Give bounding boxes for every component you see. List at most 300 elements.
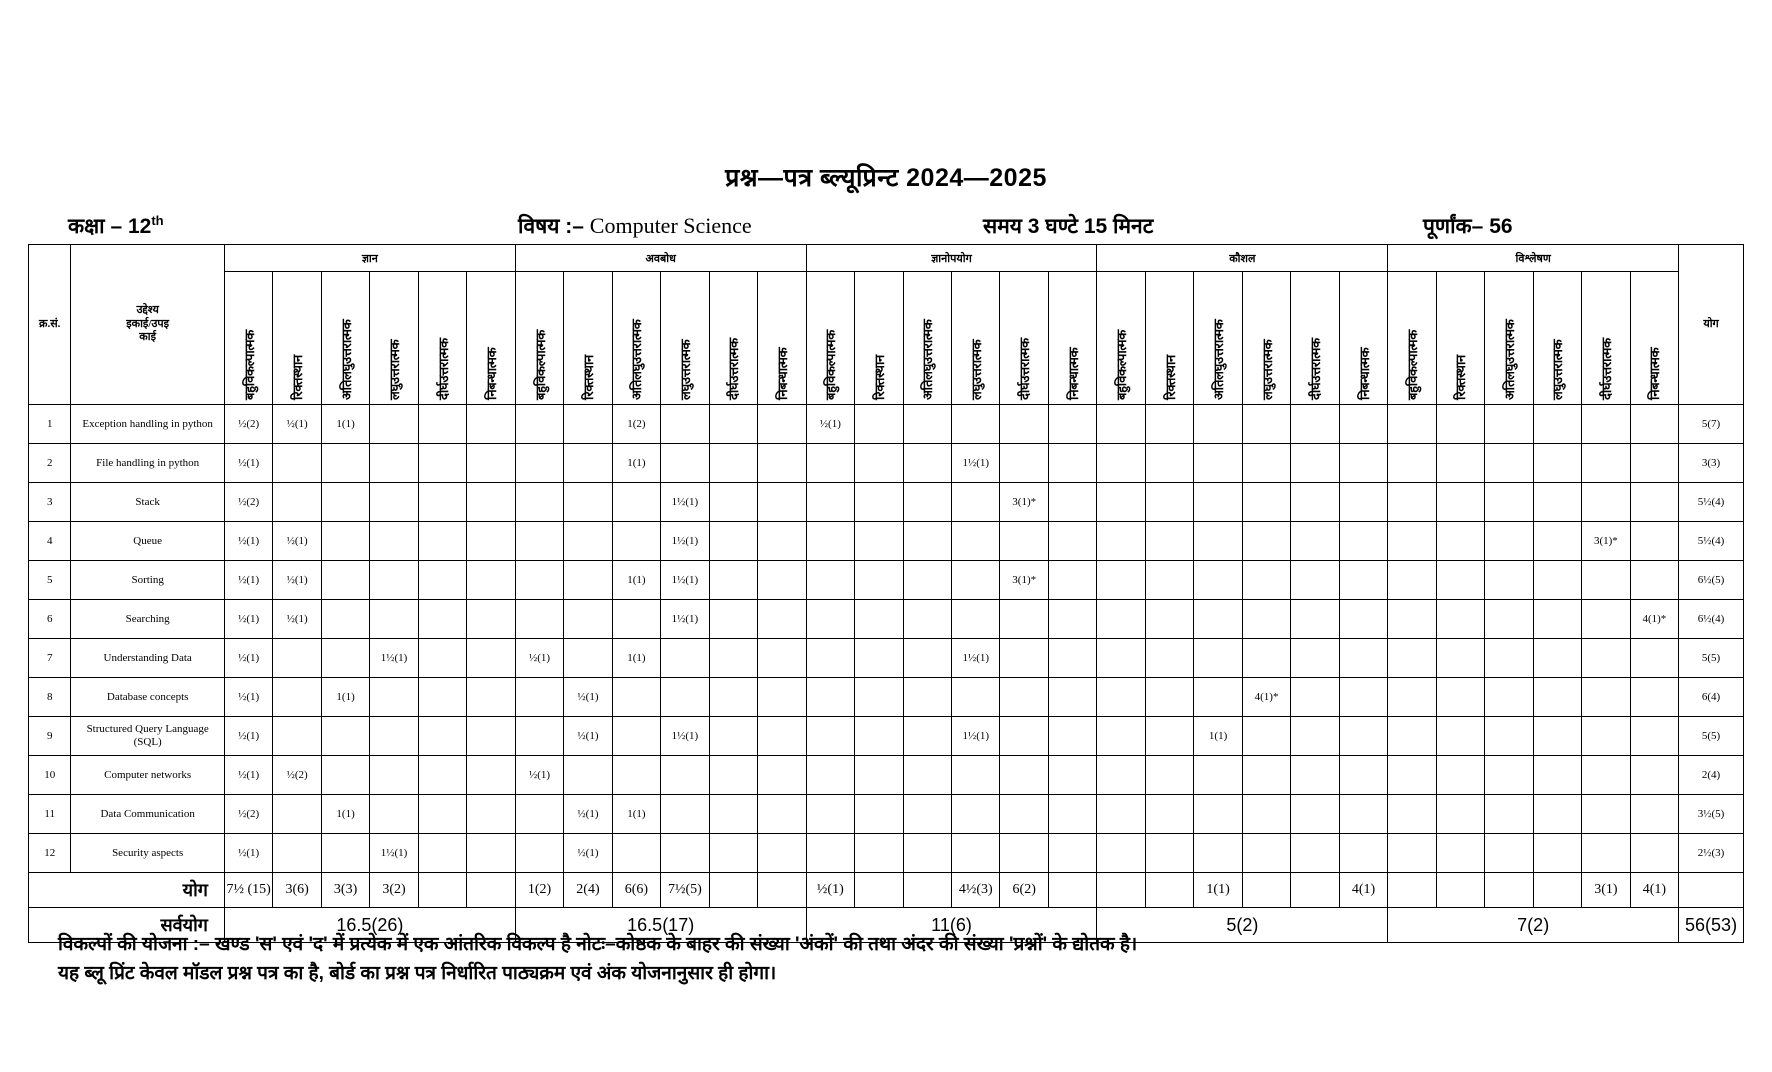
cell-r9-c9 <box>612 717 660 756</box>
cell-r1-c6 <box>467 405 516 444</box>
cell-r1-c14 <box>855 405 903 444</box>
cell-r12-c12 <box>758 834 806 873</box>
cell-r7-c30 <box>1630 639 1678 678</box>
sum-cell-c17: 6(2) <box>1000 873 1048 908</box>
cell-r6-c12 <box>758 600 806 639</box>
cell-r8-c26 <box>1436 678 1484 717</box>
cell-r6-c4 <box>370 600 418 639</box>
cell-r2-c8 <box>564 444 612 483</box>
cell-r12-c17 <box>1000 834 1048 873</box>
subheader-label: अतिलघुउत्तरात्मक <box>1501 319 1517 400</box>
cell-r1-c15 <box>903 405 951 444</box>
cell-r6-c16 <box>952 600 1000 639</box>
cell-r1-c8 <box>564 405 612 444</box>
cell-r7-c26 <box>1436 639 1484 678</box>
subheader-label: निबन्धात्मक <box>1065 347 1081 400</box>
cell-r9-c8: ½(1) <box>564 717 612 756</box>
sum-cell-c28 <box>1533 873 1581 908</box>
cell-r6-c21 <box>1194 600 1242 639</box>
cell-r7-c18 <box>1048 639 1096 678</box>
cell-r12-c4: 1½(1) <box>370 834 418 873</box>
footer-line-2: यह ब्लू प्रिंट केवल मॉडल प्रश्न पत्र का है, बोर्ड का प्रश्न पत्र निर्धारित पाठ्यक्रम एवं अंक योजनानुसार ही होगा। <box>58 963 777 985</box>
sum-cell-c7: 1(2) <box>515 873 563 908</box>
cell-r10-c29 <box>1582 756 1630 795</box>
table-row <box>29 639 1744 678</box>
cell-r5-c1: ½(1) <box>224 561 272 600</box>
cell-r5-c20 <box>1145 561 1193 600</box>
blueprint-table <box>28 244 1744 943</box>
cell-r9-c14 <box>855 717 903 756</box>
cell-r8-c27 <box>1485 678 1533 717</box>
cell-r7-c20 <box>1145 639 1193 678</box>
subheader-label: रिक्तस्थान <box>1453 355 1469 400</box>
cell-r1-c4 <box>370 405 418 444</box>
cell-r9-c3 <box>321 717 369 756</box>
row-serial: 1 <box>29 405 71 444</box>
cell-r1-c28 <box>1533 405 1581 444</box>
cell-r11-c22 <box>1242 795 1290 834</box>
cell-r12-c14 <box>855 834 903 873</box>
cell-r12-c5 <box>418 834 466 873</box>
cell-r1-c21 <box>1194 405 1242 444</box>
cell-r4-c2: ½(1) <box>273 522 321 561</box>
cell-r9-c21: 1(1) <box>1194 717 1242 756</box>
cell-r9-c24 <box>1339 717 1388 756</box>
footer-notes <box>58 930 1738 989</box>
cell-r2-c5 <box>418 444 466 483</box>
cell-r6-c25 <box>1388 600 1436 639</box>
cell-r12-c26 <box>1436 834 1484 873</box>
row-serial: 6 <box>29 600 71 639</box>
row-serial: 9 <box>29 717 71 756</box>
cell-r3-c14 <box>855 483 903 522</box>
sum-cell-c21: 1(1) <box>1194 873 1242 908</box>
cell-r5-c9: 1(1) <box>612 561 660 600</box>
subheader-label: अतिलघुउत्तरात्मक <box>920 319 936 400</box>
row-total: 5½(4) <box>1679 522 1744 561</box>
cell-r3-c24 <box>1339 483 1388 522</box>
cell-r4-c15 <box>903 522 951 561</box>
cell-r2-c23 <box>1291 444 1339 483</box>
cell-r9-c2 <box>273 717 321 756</box>
row-unit-name: Structured Query Language (SQL) <box>71 717 225 756</box>
cell-r6-c3 <box>321 600 369 639</box>
subheader-g3-c2 <box>855 272 903 405</box>
cell-r6-c6 <box>467 600 516 639</box>
cell-r11-c26 <box>1436 795 1484 834</box>
grand-total-g1: 16.5(26) <box>224 908 515 943</box>
row-total: 5(7) <box>1679 405 1744 444</box>
cell-r4-c28 <box>1533 522 1581 561</box>
cell-r2-c4 <box>370 444 418 483</box>
cell-r4-c8 <box>564 522 612 561</box>
cell-r6-c26 <box>1436 600 1484 639</box>
cell-r7-c6 <box>467 639 516 678</box>
cell-r6-c8 <box>564 600 612 639</box>
cell-r5-c5 <box>418 561 466 600</box>
cell-r9-c15 <box>903 717 951 756</box>
cell-r11-c1: ½(2) <box>224 795 272 834</box>
row-total: 3(3) <box>1679 444 1744 483</box>
subheader-label: अतिलघुउत्तरात्मक <box>629 319 645 400</box>
group-header-1: ज्ञान <box>224 245 515 272</box>
cell-r7-c14 <box>855 639 903 678</box>
cell-r9-c22 <box>1242 717 1290 756</box>
table-body <box>29 405 1744 943</box>
row-serial: 10 <box>29 756 71 795</box>
cell-r2-c2 <box>273 444 321 483</box>
subheader-label: रिक्तस्थान <box>290 355 306 400</box>
subheader-label: दीर्घउत्तरात्मक <box>1017 338 1033 400</box>
cell-r7-c23 <box>1291 639 1339 678</box>
cell-r8-c3: 1(1) <box>321 678 369 717</box>
cell-r11-c12 <box>758 795 806 834</box>
cell-r8-c22: 4(1)* <box>1242 678 1290 717</box>
sum-cell-c2: 3(6) <box>273 873 321 908</box>
cell-r10-c8 <box>564 756 612 795</box>
sum-cell-c23 <box>1291 873 1339 908</box>
row-unit-name: Understanding Data <box>71 639 225 678</box>
cell-r1-c27 <box>1485 405 1533 444</box>
cell-r8-c8: ½(1) <box>564 678 612 717</box>
cell-r11-c5 <box>418 795 466 834</box>
subheader-label: बहुविकल्पात्मक <box>823 330 839 400</box>
cell-r10-c19 <box>1097 756 1145 795</box>
cell-r7-c7: ½(1) <box>515 639 563 678</box>
subheader-label: अतिलघुउत्तरात्मक <box>1211 319 1227 400</box>
cell-r6-c19 <box>1097 600 1145 639</box>
cell-r8-c4 <box>370 678 418 717</box>
row-unit-name: Exception handling in python <box>71 405 225 444</box>
cell-r3-c10: 1½(1) <box>661 483 709 522</box>
cell-r1-c22 <box>1242 405 1290 444</box>
sum-row-total <box>1679 873 1744 908</box>
subheader-label: निबन्धात्मक <box>484 347 499 400</box>
cell-r9-c25 <box>1388 717 1436 756</box>
cell-r4-c16 <box>952 522 1000 561</box>
col-header-serial: क्र.सं. <box>29 245 71 405</box>
cell-r6-c29 <box>1582 600 1630 639</box>
group-header-4: कौशल <box>1097 245 1388 272</box>
subheader-label: बहुविकल्पात्मक <box>1114 330 1130 400</box>
cell-r9-c26 <box>1436 717 1484 756</box>
table-row <box>29 717 1744 756</box>
cell-r3-c16 <box>952 483 1000 522</box>
sum-cell-c4: 3(2) <box>370 873 418 908</box>
sum-cell-c25 <box>1388 873 1436 908</box>
cell-r3-c12 <box>758 483 806 522</box>
cell-r7-c27 <box>1485 639 1533 678</box>
subheader-g1-c6 <box>467 272 516 405</box>
cell-r11-c3: 1(1) <box>321 795 369 834</box>
cell-r9-c4 <box>370 717 418 756</box>
cell-r10-c25 <box>1388 756 1436 795</box>
cell-r1-c1: ½(2) <box>224 405 272 444</box>
cell-r2-c29 <box>1582 444 1630 483</box>
row-total: 6½(5) <box>1679 561 1744 600</box>
cell-r12-c28 <box>1533 834 1581 873</box>
cell-r8-c18 <box>1048 678 1096 717</box>
sum-cell-c8: 2(4) <box>564 873 612 908</box>
cell-r8-c2 <box>273 678 321 717</box>
grand-total-value: 56(53) <box>1679 908 1744 943</box>
cell-r8-c25 <box>1388 678 1436 717</box>
cell-r7-c25 <box>1388 639 1436 678</box>
cell-r6-c14 <box>855 600 903 639</box>
cell-r6-c23 <box>1291 600 1339 639</box>
row-total: 6½(4) <box>1679 600 1744 639</box>
subheader-label: दीर्घउत्तरात्मक <box>726 338 742 400</box>
subheader-label: लघुउत्तरात्मक <box>1259 339 1275 400</box>
cell-r7-c12 <box>758 639 806 678</box>
subheader-label: निबन्धात्मक <box>1647 347 1663 400</box>
cell-r10-c18 <box>1048 756 1096 795</box>
cell-r11-c16 <box>952 795 1000 834</box>
subheader-g2-c6 <box>758 272 806 405</box>
cell-r5-c7 <box>515 561 563 600</box>
cell-r5-c4 <box>370 561 418 600</box>
sum-cell-c10: 7½(5) <box>661 873 709 908</box>
cell-r2-c22 <box>1242 444 1290 483</box>
subheader-label: दीर्घउत्तरात्मक <box>1598 338 1614 400</box>
row-total: 5½(4) <box>1679 483 1744 522</box>
table-row <box>29 561 1744 600</box>
table-row <box>29 834 1744 873</box>
cell-r2-c9: 1(1) <box>612 444 660 483</box>
cell-r3-c23 <box>1291 483 1339 522</box>
class-superscript: th <box>151 213 164 228</box>
cell-r8-c5 <box>418 678 466 717</box>
cell-r4-c9 <box>612 522 660 561</box>
sum-cell-c5 <box>418 873 466 908</box>
cell-r1-c9: 1(2) <box>612 405 660 444</box>
row-serial: 2 <box>29 444 71 483</box>
subheader-label: दीर्घउत्तरात्मक <box>435 338 451 400</box>
cell-r10-c11 <box>709 756 757 795</box>
cell-r1-c30 <box>1630 405 1678 444</box>
cell-r11-c20 <box>1145 795 1193 834</box>
cell-r6-c11 <box>709 600 757 639</box>
cell-r9-c29 <box>1582 717 1630 756</box>
cell-r8-c1: ½(1) <box>224 678 272 717</box>
cell-r7-c11 <box>709 639 757 678</box>
sum-cell-c18 <box>1048 873 1096 908</box>
cell-r1-c25 <box>1388 405 1436 444</box>
subheader-label: निबन्धात्मक <box>774 347 790 400</box>
cell-r10-c16 <box>952 756 1000 795</box>
row-unit-name: Database concepts <box>71 678 225 717</box>
cell-r5-c30 <box>1630 561 1678 600</box>
cell-r2-c21 <box>1194 444 1242 483</box>
cell-r2-c1: ½(1) <box>224 444 272 483</box>
cell-r11-c11 <box>709 795 757 834</box>
cell-r8-c15 <box>903 678 951 717</box>
cell-r12-c3 <box>321 834 369 873</box>
cell-r4-c3 <box>321 522 369 561</box>
cell-r7-c28 <box>1533 639 1581 678</box>
cell-r2-c10 <box>661 444 709 483</box>
group-header-2: अवबोध <box>515 245 806 272</box>
cell-r5-c2: ½(1) <box>273 561 321 600</box>
cell-r2-c14 <box>855 444 903 483</box>
cell-r8-c10 <box>661 678 709 717</box>
subheader-g4-c5 <box>1291 272 1339 405</box>
cell-r12-c23 <box>1291 834 1339 873</box>
cell-r12-c21 <box>1194 834 1242 873</box>
subheader-g4-c2 <box>1145 272 1193 405</box>
table-row <box>29 678 1744 717</box>
subheader-label: लघुउत्तरात्मक <box>387 339 403 400</box>
cell-r1-c11 <box>709 405 757 444</box>
cell-r6-c1: ½(1) <box>224 600 272 639</box>
table-row <box>29 522 1744 561</box>
cell-r9-c19 <box>1097 717 1145 756</box>
cell-r9-c5 <box>418 717 466 756</box>
cell-r2-c26 <box>1436 444 1484 483</box>
row-unit-name: Computer networks <box>71 756 225 795</box>
cell-r4-c29: 3(1)* <box>1582 522 1630 561</box>
sum-cell-c24: 4(1) <box>1339 873 1388 908</box>
cell-r4-c5 <box>418 522 466 561</box>
cell-r2-c24 <box>1339 444 1388 483</box>
subheader-label: बहुविकल्पात्मक <box>241 330 257 400</box>
subheader-g4-c6 <box>1339 272 1388 405</box>
cell-r8-c21 <box>1194 678 1242 717</box>
table-row <box>29 756 1744 795</box>
cell-r10-c12 <box>758 756 806 795</box>
row-unit-name: Security aspects <box>71 834 225 873</box>
cell-r3-c15 <box>903 483 951 522</box>
cell-r3-c8 <box>564 483 612 522</box>
cell-r3-c17: 3(1)* <box>1000 483 1048 522</box>
cell-r8-c17 <box>1000 678 1048 717</box>
cell-r10-c4 <box>370 756 418 795</box>
row-total: 6(4) <box>1679 678 1744 717</box>
cell-r10-c9 <box>612 756 660 795</box>
cell-r1-c3: 1(1) <box>321 405 369 444</box>
cell-r6-c13 <box>806 600 854 639</box>
cell-r10-c6 <box>467 756 516 795</box>
cell-r6-c27 <box>1485 600 1533 639</box>
cell-r7-c29 <box>1582 639 1630 678</box>
subheader-g2-c4 <box>661 272 709 405</box>
cell-r3-c18 <box>1048 483 1096 522</box>
cell-r12-c9 <box>612 834 660 873</box>
cell-r1-c26 <box>1436 405 1484 444</box>
cell-r12-c1: ½(1) <box>224 834 272 873</box>
subheader-g4-c4 <box>1242 272 1290 405</box>
grand-total-label: सर्वयोग <box>29 908 225 943</box>
cell-r1-c16 <box>952 405 1000 444</box>
subheader-g4-c3 <box>1194 272 1242 405</box>
cell-r11-c24 <box>1339 795 1388 834</box>
cell-r3-c27 <box>1485 483 1533 522</box>
cell-r9-c17 <box>1000 717 1048 756</box>
grand-total-g2: 16.5(17) <box>515 908 806 943</box>
cell-r10-c3 <box>321 756 369 795</box>
sum-row <box>29 873 1744 908</box>
cell-r10-c22 <box>1242 756 1290 795</box>
cell-r4-c26 <box>1436 522 1484 561</box>
cell-r1-c18 <box>1048 405 1096 444</box>
cell-r12-c20 <box>1145 834 1193 873</box>
cell-r10-c15 <box>903 756 951 795</box>
cell-r11-c13 <box>806 795 854 834</box>
cell-r10-c13 <box>806 756 854 795</box>
sum-cell-c29: 3(1) <box>1582 873 1630 908</box>
cell-r3-c5 <box>418 483 466 522</box>
cell-r12-c8: ½(1) <box>564 834 612 873</box>
col-header-unit: उद्देश्य इकाई/उपइ काई <box>71 245 225 405</box>
cell-r7-c19 <box>1097 639 1145 678</box>
cell-r5-c25 <box>1388 561 1436 600</box>
cell-r7-c16: 1½(1) <box>952 639 1000 678</box>
cell-r8-c30 <box>1630 678 1678 717</box>
subheader-g1-c3 <box>321 272 369 405</box>
cell-r8-c20 <box>1145 678 1193 717</box>
cell-r5-c19 <box>1097 561 1145 600</box>
cell-r3-c4 <box>370 483 418 522</box>
cell-r11-c27 <box>1485 795 1533 834</box>
sum-cell-c3: 3(3) <box>321 873 369 908</box>
subheader-label: बहुविकल्पात्मक <box>1405 330 1421 400</box>
cell-r11-c21 <box>1194 795 1242 834</box>
cell-r8-c12 <box>758 678 806 717</box>
cell-r10-c24 <box>1339 756 1388 795</box>
cell-r5-c26 <box>1436 561 1484 600</box>
cell-r3-c11 <box>709 483 757 522</box>
cell-r5-c21 <box>1194 561 1242 600</box>
cell-r4-c30 <box>1630 522 1678 561</box>
cell-r9-c1: ½(1) <box>224 717 272 756</box>
cell-r1-c12 <box>758 405 806 444</box>
cell-r3-c25 <box>1388 483 1436 522</box>
subheader-label: बहुविकल्पात्मक <box>532 330 548 400</box>
cell-r11-c18 <box>1048 795 1096 834</box>
cell-r2-c28 <box>1533 444 1581 483</box>
cell-r5-c16 <box>952 561 1000 600</box>
cell-r4-c19 <box>1097 522 1145 561</box>
cell-r11-c7 <box>515 795 563 834</box>
sum-cell-c16: 4½(3) <box>952 873 1000 908</box>
subheader-g5-c1 <box>1388 272 1436 405</box>
cell-r7-c15 <box>903 639 951 678</box>
cell-r6-c17 <box>1000 600 1048 639</box>
cell-r3-c22 <box>1242 483 1290 522</box>
cell-r3-c29 <box>1582 483 1630 522</box>
cell-r1-c10 <box>661 405 709 444</box>
cell-r4-c1: ½(1) <box>224 522 272 561</box>
row-serial: 8 <box>29 678 71 717</box>
cell-r12-c19 <box>1097 834 1145 873</box>
cell-r8-c13 <box>806 678 854 717</box>
cell-r11-c2 <box>273 795 321 834</box>
cell-r2-c12 <box>758 444 806 483</box>
cell-r9-c30 <box>1630 717 1678 756</box>
cell-r11-c10 <box>661 795 709 834</box>
subheader-g4-c1 <box>1097 272 1145 405</box>
cell-r9-c7 <box>515 717 563 756</box>
cell-r2-c11 <box>709 444 757 483</box>
cell-r11-c14 <box>855 795 903 834</box>
subheader-g3-c4 <box>952 272 1000 405</box>
cell-r10-c7: ½(1) <box>515 756 563 795</box>
cell-r6-c5 <box>418 600 466 639</box>
row-serial: 3 <box>29 483 71 522</box>
table-row <box>29 600 1744 639</box>
row-total: 3½(5) <box>1679 795 1744 834</box>
cell-r8-c24 <box>1339 678 1388 717</box>
